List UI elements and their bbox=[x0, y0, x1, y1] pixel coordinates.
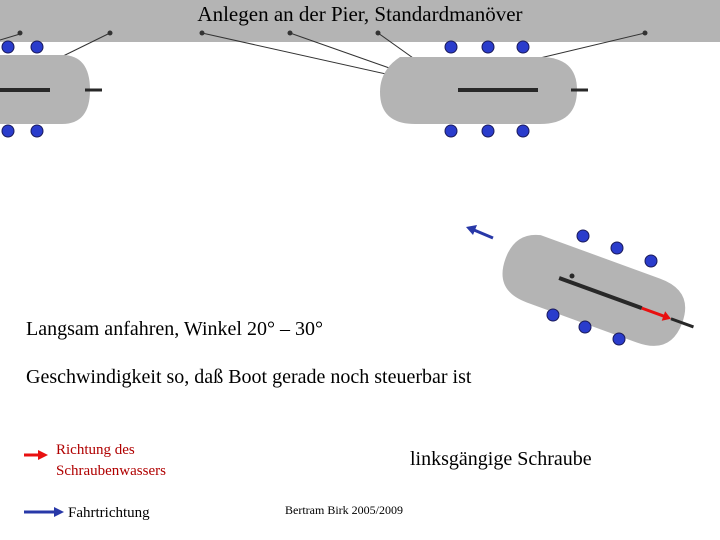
travel-direction-arrow bbox=[466, 225, 493, 238]
author-credit: Bertram Birk 2005/2009 bbox=[285, 503, 403, 517]
instruction-speed: Geschwindigkeit so, daß Boot gerade noch steuerbar ist bbox=[26, 366, 472, 388]
boat-moored-right bbox=[380, 41, 588, 137]
boat-moored-left bbox=[0, 41, 102, 137]
bow-point bbox=[570, 274, 575, 279]
boat-approaching bbox=[494, 227, 705, 359]
legend-propwash-arrow bbox=[24, 450, 48, 460]
legend-direction-arrow bbox=[24, 507, 64, 517]
legend-direction-label: Fahrtrichtung bbox=[68, 505, 150, 521]
instruction-angle: Langsam anfahren, Winkel 20° – 30° bbox=[26, 318, 323, 340]
propeller-note: linksgängige Schraube bbox=[410, 448, 592, 470]
legend-propwash-label: Richtung des Schraubenwassers bbox=[56, 442, 166, 479]
slide-title: Anlegen an der Pier, Standardmanöver bbox=[197, 2, 523, 26]
